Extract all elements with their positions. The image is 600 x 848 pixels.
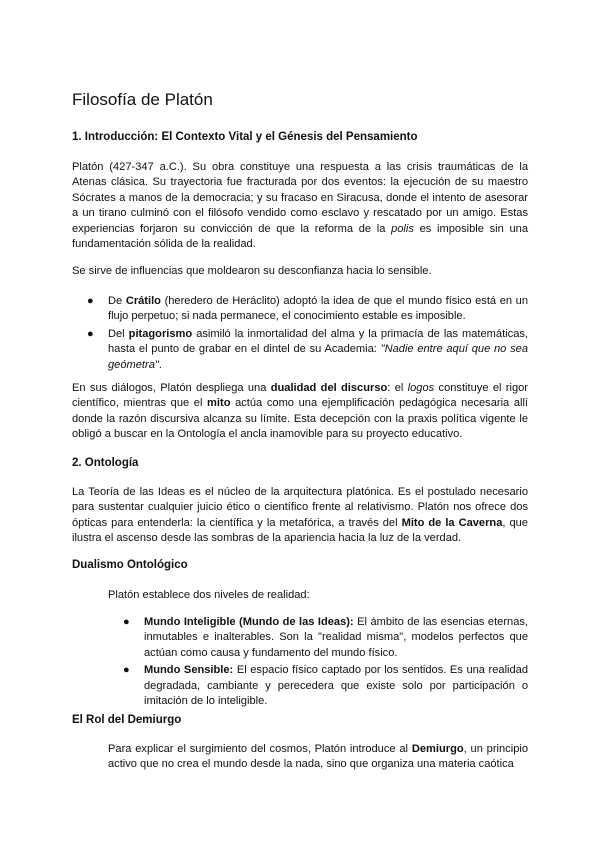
italic-term-polis: polis (391, 222, 414, 235)
text-run: (heredero de Heráclito) adoptó la idea de que el mundo físico está en un flujo perpetuo; si nada permanece, el conocimiento estable es imposible. (108, 295, 529, 323)
text-run: , un principio activo que no crea el mundo desde la nada, sino que organiza una materia caótica (108, 743, 528, 771)
text-run: actúa como una ejemplificación pedagógica necesaria allí donde la razón discursiva alcanza su límite. Esta decepción con la praxis política vigente le obligó a buscar en la Ontología el ancla inamovible para su proyecto educativo. (72, 397, 529, 441)
demiurge-paragraph (108, 742, 528, 773)
influences-list (72, 294, 528, 375)
bold-term: Crátilo (125, 295, 161, 307)
ontology-paragraph (72, 485, 528, 547)
text-run: es imposible sin una fundamentación sólida de la realidad. (72, 222, 528, 251)
bold-term: Demiurgo (411, 743, 464, 755)
text-run: Del (108, 327, 129, 340)
discourse-paragraph (72, 381, 528, 443)
bold-term: Mundo Inteligible (Mundo de las Ideas): (144, 616, 354, 628)
bold-term: Mito de la Caverna (401, 516, 503, 529)
bullet-icon: ● (123, 664, 130, 677)
list-item (108, 615, 528, 661)
bold-term: pitagorismo (128, 327, 193, 340)
worlds-list (108, 615, 528, 711)
academy-quote: "Nadie entre aquí que no sea geómetra" (108, 343, 528, 371)
section-1-heading: 1. Introducción: El Contexto Vital y el Génesis del Pensamiento (72, 131, 418, 143)
section-2-heading: 2. Ontología (72, 457, 139, 469)
text-run: De (108, 295, 126, 307)
list-item (72, 294, 528, 325)
bold-term: mito (207, 397, 231, 410)
intro-paragraph (72, 160, 528, 252)
bullet-icon: ● (87, 327, 94, 340)
text-run: . (158, 358, 162, 371)
text-run: asimiló la inmortalidad del alma y la primacía de las matemáticas, hasta el punto de grabar en el dintel de su Academia: (108, 327, 528, 356)
text-run: Para explicar el surgimiento del cosmos, Platón introduce al (108, 743, 412, 755)
dualism-intro: Platón establece dos niveles de realidad: (108, 589, 310, 601)
text-run: El ámbito de las esencias eternas, inmutables e inalterables. Son la "realidad misma", modelos perfectos que actúan como causa y fundamento del mundo físico. (144, 616, 529, 659)
bullet-icon: ● (123, 616, 130, 628)
list-item (108, 663, 528, 709)
list-item (72, 327, 528, 373)
text-run: constituye el rigor científico, mientras que el (72, 382, 528, 410)
bold-term: dualidad del discurso (270, 382, 388, 394)
text-run: El espacio físico captado por los sentidos. Es una realidad degradada, cambiante y perecedera que existe solo por participación o imitación de lo inteligible. (144, 664, 529, 708)
text-run: En sus diálogos, Platón despliega una (72, 382, 271, 394)
text-run: : el (387, 382, 408, 394)
text-run: La Teoría de las Ideas es el núcleo de la arquitectura platónica. Es el postulado necesario para sustentar cualquier juicio ético o científico frente al relativismo. Platón nos ofrece dos ópticas para entenderla: la científica y la metafórica, a través del (72, 486, 528, 529)
italic-term-logos: logos (407, 382, 435, 394)
bullet-icon: ● (87, 295, 94, 307)
influences-paragraph: Se sirve de influencias que moldearon su desconfianza hacia lo sensible. (72, 265, 432, 277)
subsection-dualism-heading: Dualismo Ontológico (72, 559, 188, 571)
text-run: , que ilustra el ascenso desde las sombras de la apariencia hacia la luz de la verdad. (72, 516, 528, 545)
subsection-demiurge-heading: El Rol del Demiurgo (72, 714, 182, 726)
text-run: Platón (427-347 a.C.). Su obra constituye una respuesta a las crisis traumáticas de la Atenas clásica. Su trayectoria fue fracturada por dos eventos: la ejecución de su maestro Sócrates a manos de la democracia; y su fracaso en Siracusa, donde el intento de asesorar a un tirano culminó con el filósofo vendido como esclavo y rescatado por un amigo. Estas experiencias forjaron su convicción de que la reforma de la (72, 161, 528, 235)
bold-term: Mundo Sensible: (144, 664, 234, 677)
document-title: Filosofía de Platón (72, 90, 213, 109)
